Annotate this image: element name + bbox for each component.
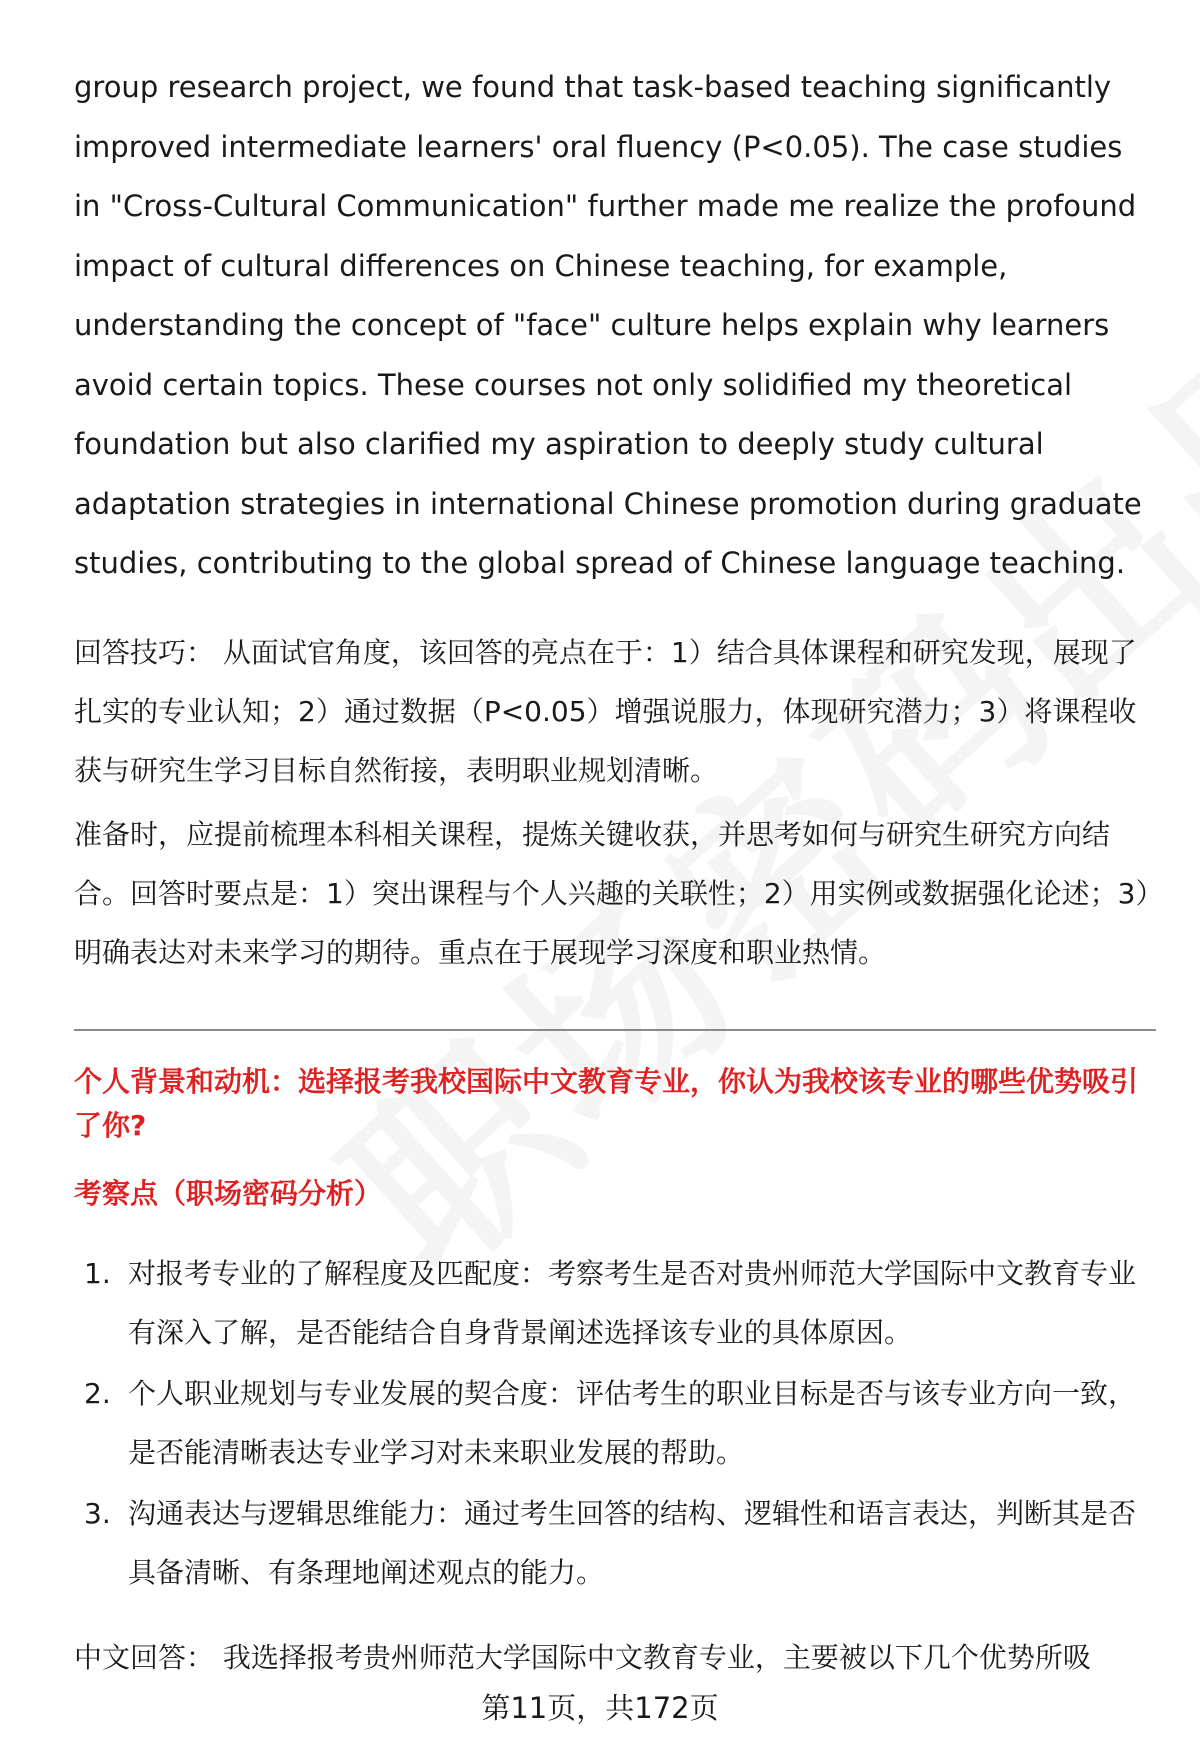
assessment-points-heading: 考察点（职场密码分析）	[74, 1177, 383, 1210]
list-item	[74, 1484, 1156, 1602]
list-item-number: 3.	[84, 1497, 111, 1530]
section-divider	[74, 1029, 1156, 1031]
list-item-number: 2.	[84, 1377, 111, 1410]
list-item-text: 对报考专业的了解程度及匹配度：考察考生是否对贵州师范大学国际中文教育专业有深入了解，是否能结合自身背景阐述选择该专业的具体原因。	[128, 1257, 1137, 1349]
list-item-number: 1.	[84, 1257, 111, 1290]
english-answer-paragraph: group research project, we found that task-based teaching significantly improved intermediate learners' oral fluency (P<0.05). The case studies in "Cross-Cultural Communication" further made me realize the profound impact of cultural differences on Chinese teaching, for example, understanding the concept of "face" culture helps explain why learners avoid certain topics. These courses not only solidified my theoretical foundation but also clarified my aspiration to deeply study cultural adaptation strategies in international Chinese promotion during graduate studies, contributing to the global spread of Chinese language teaching.	[74, 70, 1142, 580]
list-item	[74, 1244, 1156, 1362]
list-item	[74, 1364, 1156, 1482]
preparation-advice-paragraph: 准备时，应提前梳理本科相关课程，提炼关键收获，并思考如何与研究生研究方向结合。回答时要点是：1）突出课程与个人兴趣的关联性；2）用实例或数据强化论述；3）明确表达对未来学习的期待。重点在于展现学习深度和职业热情。	[74, 818, 1150, 969]
page-number-footer: 第11页，共172页	[481, 1691, 719, 1725]
chinese-answer-start: 中文回答： 我选择报考贵州师范大学国际中文教育专业，主要被以下几个优势所吸	[74, 1641, 1091, 1674]
interview-question-heading: 个人背景和动机：选择报考我校国际中文教育专业，你认为我校该专业的哪些优势吸引了你?	[74, 1065, 1139, 1142]
list-item-text: 个人职业规划与专业发展的契合度：评估考生的职业目标是否与该专业方向一致，是否能清晰表达专业学习对未来职业发展的帮助。	[128, 1377, 1137, 1469]
assessment-points-list	[74, 1244, 1156, 1604]
answer-tip-paragraph: 回答技巧： 从面试官角度，该回答的亮点在于：1）结合具体课程和研究发现，展现了扎实的专业认知；2）通过数据（P<0.05）增强说服力，体现研究潜力；3）将课程收获与研究生学习目标自然衔接，表明职业规划清晰。	[74, 636, 1137, 787]
list-item-text: 沟通表达与逻辑思维能力：通过考生回答的结构、逻辑性和语言表达，判断其是否具备清晰、有条理地阐述观点的能力。	[128, 1497, 1137, 1589]
